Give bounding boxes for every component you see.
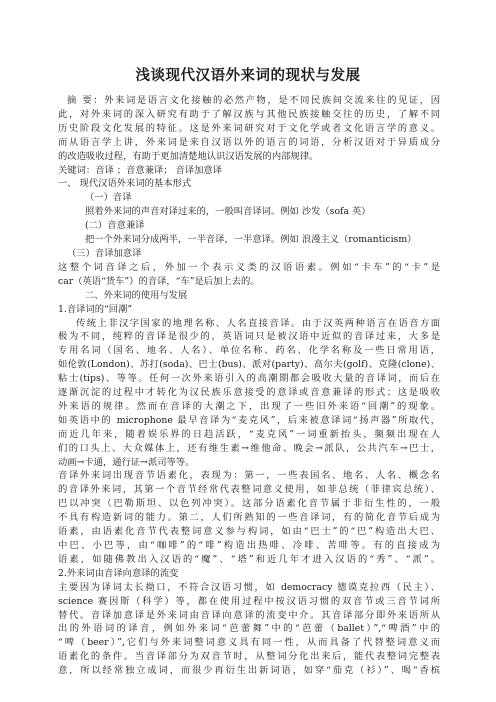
document-title: 浅谈现代汉语外来词的现状与发展	[135, 68, 361, 84]
text-line: 二、外来词的使用与发展	[85, 289, 188, 301]
text-line: 专用名词（国名、地名、人名）、单位名称、药名、化学名称及一些日常用语，	[58, 345, 440, 357]
text-line: 历史阶段文化发展的特征。这是外来词研究对于文化学或者文化语言学的意义。	[58, 122, 440, 134]
text-line: 巴以冲突（巴勒斯坦、以色列冲突）。这部分语素化音节属于非衍生性的，一般	[58, 498, 440, 510]
text-line: 语素化的条件。当音译部分为双音节时，从整词分化出来后，能代表整词完整表	[58, 651, 440, 663]
text-line: 1.音译词的“回潮”	[58, 303, 133, 315]
text-line: car（英语“货车”）的音译，“车”是后加上去的。	[58, 275, 260, 287]
text-line: 一、 现代汉语外来词的基本形式	[58, 178, 192, 190]
text-line: (二）音意兼译	[85, 220, 145, 232]
text-line: 摘 要：外来词是语言文化接触的必然产物，是不同民族间交流来往的见证，因	[67, 95, 440, 106]
text-line: 而近几年来，随着娱乐界的日趋活跃，“麦克风”一词重新抬头，频频出现在人	[58, 428, 440, 440]
text-line: 主要因为译词太长拗口，不符合汉语习惯，如 democracy 德谟克拉西（民主）、	[58, 581, 440, 593]
text-line: 把一个外来词分成两半，一半音译，一半意译。例如 浪漫主义（romanticism）	[85, 234, 417, 246]
text-line: 如英语中的 microphone 最早音译为“麦克风”，后来被意译词“扬声器”所取代，	[58, 414, 440, 426]
text-line: 意，所以经常独立成词，而很少再衍生出新词语，如穿“茄克（衫）”、喝“香槟	[58, 665, 440, 677]
text-line: （一）音译	[85, 192, 132, 204]
text-line: 外来语的规律。然而在音译的大潮之下，出现了一些旧外来语“回潮”的现象。	[58, 400, 440, 412]
text-line: 这整个词音译之后，外加一个表示义类的汉语语素。例如“卡车”的“卡”是	[58, 261, 440, 273]
text-line: 替代。音译加意译是外来词由音译向意译的流变中介。其音译部分即外来语所从	[58, 609, 440, 621]
text-line: 逐渐沉淀的过程中才转化为汉民族乐意接受的意译或音意兼译的形式；这是吸收	[58, 387, 440, 399]
text-line: 2.外来词由音译向意译的流变	[58, 567, 179, 579]
text-line: 中巴、小巴等，由“咖啡”的“啡”构造出热啡、冷啡、苦啡等。有的直接成为	[58, 540, 440, 551]
text-line: 如伦敦(London)、苏打(soda)、巴士(bus)、派对(party)、高尔夫(golf)、克隆(clone)、	[58, 359, 440, 371]
text-line: 粘士(tips)、等等。任何一次外来语引入的高潮期都会吸收大量的音译词，而后在	[58, 373, 440, 385]
text-line: 动画→卡通，通行证→派司等等。	[58, 456, 195, 468]
text-line: 不具有构造新词的能力。第二，人们所熟知的一些音译词，有的简化音节后成为	[58, 512, 440, 524]
text-line: 照着外来词的声音对译过来的，一般叫音译词。例如 沙发（sofa 英）	[85, 206, 371, 218]
text-line: （三）音译加意译	[67, 247, 142, 259]
text-line: “啤（beer）”,它们与外来词整词意义具有同一性，从而具备了代替整词意义而	[58, 637, 440, 649]
text-line: 关键词：音译 ；音意兼译； 音译加意译	[58, 164, 222, 176]
text-line: 音译外来词出现音节语素化，表现为：第一，一些表国名、地名、人名、概念名	[58, 470, 440, 482]
text-line: 的改造吸收过程，有助于更加清楚地认识汉语发展的内部规律。	[58, 150, 319, 162]
document-body	[58, 94, 440, 678]
text-line: 语素，如随佛教出入汉语的“魔”、“塔”和近几年才进入汉语的“秀”、“派”。	[58, 553, 440, 565]
text-line: 而从语言学上讲，外来词是来自汉语以外的语言的词语，分析汉语对于异质成分	[58, 136, 440, 148]
text-line: 出的外语词的译音，例如外来词“芭蕾舞”中的“芭蕾（ballet）”,“啤酒”中的	[58, 623, 440, 635]
text-line: 语素，由语素化音节代表整词意义参与构词，如由“巴士”的“巴”构造出大巴、	[58, 526, 440, 538]
text-line: 此，对外来词的深入研究有助于了解汉族与其他民族接触交往的历史，了解不同	[58, 108, 440, 120]
text-line: science 赛因斯（科学）等，都在使用过程中按汉语习惯的双音节或三音节词所	[58, 595, 440, 607]
text-line: 的音译外来词，其第一个音节经常代表整词意义使用，如菲总统（菲律宾总统）、	[58, 484, 440, 496]
text-line: 传统上非汉字国家的地理名称、人名直接音译。由于汉英两种语言在语音方面	[76, 317, 440, 329]
text-line: 极为不同，纯粹的音译是很少的，英语词只是被汉语中近似的音译过来，大多是	[58, 331, 440, 343]
text-line: 们的口头上、大众媒体上，还有维生素→维他命、晚会→派队，公共汽车→巴士，	[58, 442, 440, 454]
